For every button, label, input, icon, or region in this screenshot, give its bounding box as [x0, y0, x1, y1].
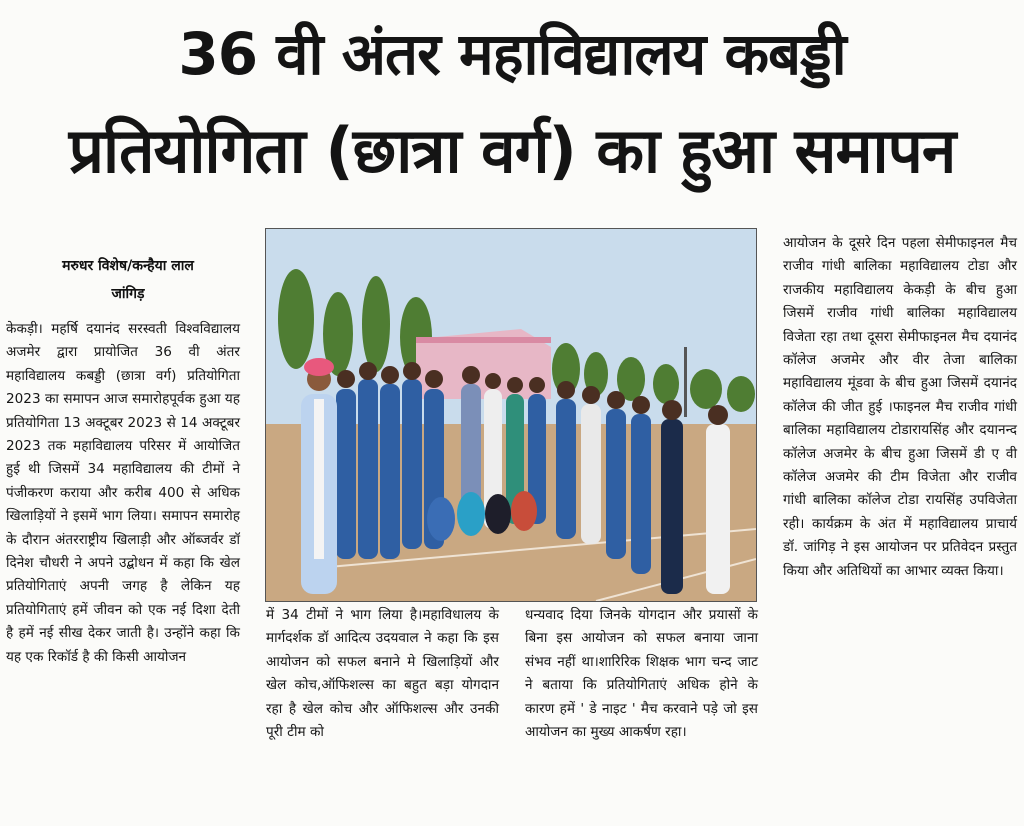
team-photo [265, 228, 757, 602]
headline-line-2: प्रतियोगिता (छात्रा वर्ग) का हुआ समापन [68, 114, 956, 187]
byline-surname: जांगिड़ [111, 286, 145, 302]
article-column-1: केकड़ी। महर्षि दयानंद सरस्वती विश्वविद्यालय अजमेर द्वारा प्रायोजित 36 वी अंतर महाविद्यालय कबड्डी (छात्रा वर्ग) प्रतियोगिता 2023 का समापन आज समारोहपूर्वक हुआ यह प्रतियोगिता 13 अक्टूबर 2023 से 14 अक्टूबर 2023 तक महाविद्यालय परिसर में आयोजित हुई थी जिसमें 34 महाविद्यालय की टीमों ने पंजीकरण कराया और करीब 400 से अधिक खिलाड़ियों ने इसमें भाग लिया। समापन समारोह के दौरान अंतरराष्ट्रीय खिलाड़ी और ऑब्जर्वर डॉ दिनेश चौधरी ने अपने उद्बोधन में कहा कि खेल प्रतियोगिताएं अपनी जगह है लेकिन यह प्रतियोगिताएं हमें जीवन को एक नई दिशा देती है हमें नई सीख देकर जाती है। उन्होंने कहा कि यह एक रिकॉर्ड है की किसी आयोजन [6, 321, 240, 665]
byline-reporter: मरुधर विशेष/कन्हैया लाल [62, 258, 194, 274]
article-column-2: में 34 टीमों ने भाग लिया है।महाविधालय के मार्गदर्शक डॉ आदित्य उदयवाल ने कहा कि इस आयोजन को सफल बनाने मे खिलाड़ियों और खेल कोच,ऑफिशल्स का बहुत बड़ा योगदान रहा है खेल कोच और ऑफिशल्स और उनकी पूरी टीम को [266, 607, 499, 741]
photo-pole [684, 347, 687, 417]
byline [8, 252, 248, 308]
article-column-4: आयोजन के दूसरे दिन पहला सेमीफाइनल मैच राजीव गांधी बालिका महाविद्यालय टोडा और राजकीय महाविद्यालय केकड़ी के बीच हुआ जिसमें राजीव गांधी बालिका महाविद्यालय विजेता रहा तथा दूसरा सेमीफाइनल मैच दयानंद कॉलेज अजमेर और वीर तेजा बालिका महाविद्यालय मूंडवा के बीच हुआ जिसमें दयानंद कॉलेज की जीत हुई ।फाइनल मैच राजीव गांधी बालिका महाविद्यालय टोडारायसिंह और दयानन्द कॉलेज अजमेर के बीच हुआ जिसमें डी ए वी कॉलेज अजमेर की टीम विजेता और राजीव गांधी बालिका कॉलेज टोडा रायसिंह उपविजेता रही। कार्यक्रम के अंत में महाविद्यालय प्राचार्य डॉ. जांगिड़ ने इस आयोजन पर प्रतिवेदन प्रस्तुत किया और अतिथियों का आभार व्यक्त किया। [783, 235, 1017, 579]
article-column-3: धन्यवाद दिया जिनके योगदान और प्रयासों के बिना इस आयोजन को सफल बनाया जाना संभव नहीं था।शारिरिक शिक्षक भाग चन्द जाट ने बताया कि प्रतियोगिताएं अधिक होने के कारण हमें ' डे नाइट ' मैच करवाने पड़े जो इस आयोजन का मुख्य आकर्षण रहा। [525, 607, 758, 741]
headline-line-1: 36 वी अंतर महाविद्यालय कबड्डी [178, 20, 846, 88]
